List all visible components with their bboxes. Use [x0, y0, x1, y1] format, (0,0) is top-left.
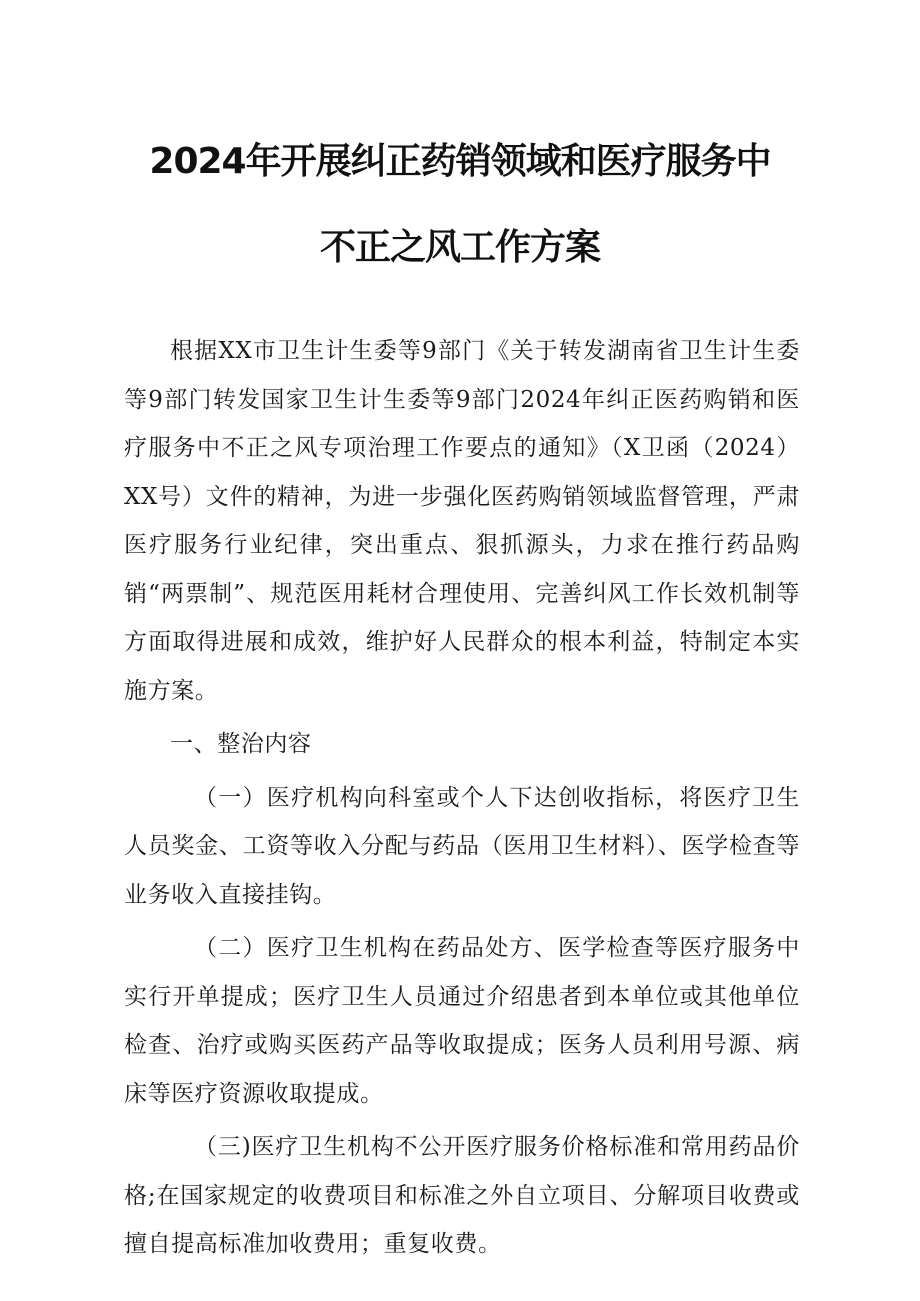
section-heading: 一、整治内容 [170, 731, 312, 757]
document-body [124, 327, 800, 1274]
document-title-line-1: 2024年开展纠正药销领域和医疗服务中 [149, 141, 771, 182]
intro-paragraph: 根据XX市卫生计生委等9部门《关于转发湖南省卫生计生委等9部门转发国家卫生计生委等9部门2024年纠正医药购销和医疗服务中不正之风专项治理工作要点的通知》（X卫函（2024）XX号）文件的精神，为进一步强化医药购销领域监督管理，严肃医疗服务行业纪律，突出重点、狠抓源头，力求在推行药品购销“两票制”、规范医用耗材合理使用、完善纠风工作长效机制等方面取得进展和成效，维护好人民群众的根本利益，特制定本实施方案。 [124, 338, 800, 704]
item-paragraph-2: （二）医疗卫生机构在药品处方、医学检查等医疗服务中实行开单提成；医疗卫生人员通过介绍患者到本单位或其他单位检查、治疗或购买医药产品等收取提成；医务人员利用号源、病床等医疗资源收取提成。 [124, 935, 800, 1107]
document-title-line-2: 不正之风工作方案 [319, 227, 600, 268]
item-paragraph-1: （一）医疗机构向科室或个人下达创收指标，将医疗卫生人员奖金、工资等收入分配与药品（医用卫生材料）、医学检查等业务收入直接挂钩。 [124, 784, 800, 908]
item-paragraph-3: （三)医疗卫生机构不公开医疗服务价格标准和常用药品价格;在国家规定的收费项目和标准之外自立项目、分解项目收费或擅自提高标准加收费用；重复收费。 [124, 1134, 800, 1257]
